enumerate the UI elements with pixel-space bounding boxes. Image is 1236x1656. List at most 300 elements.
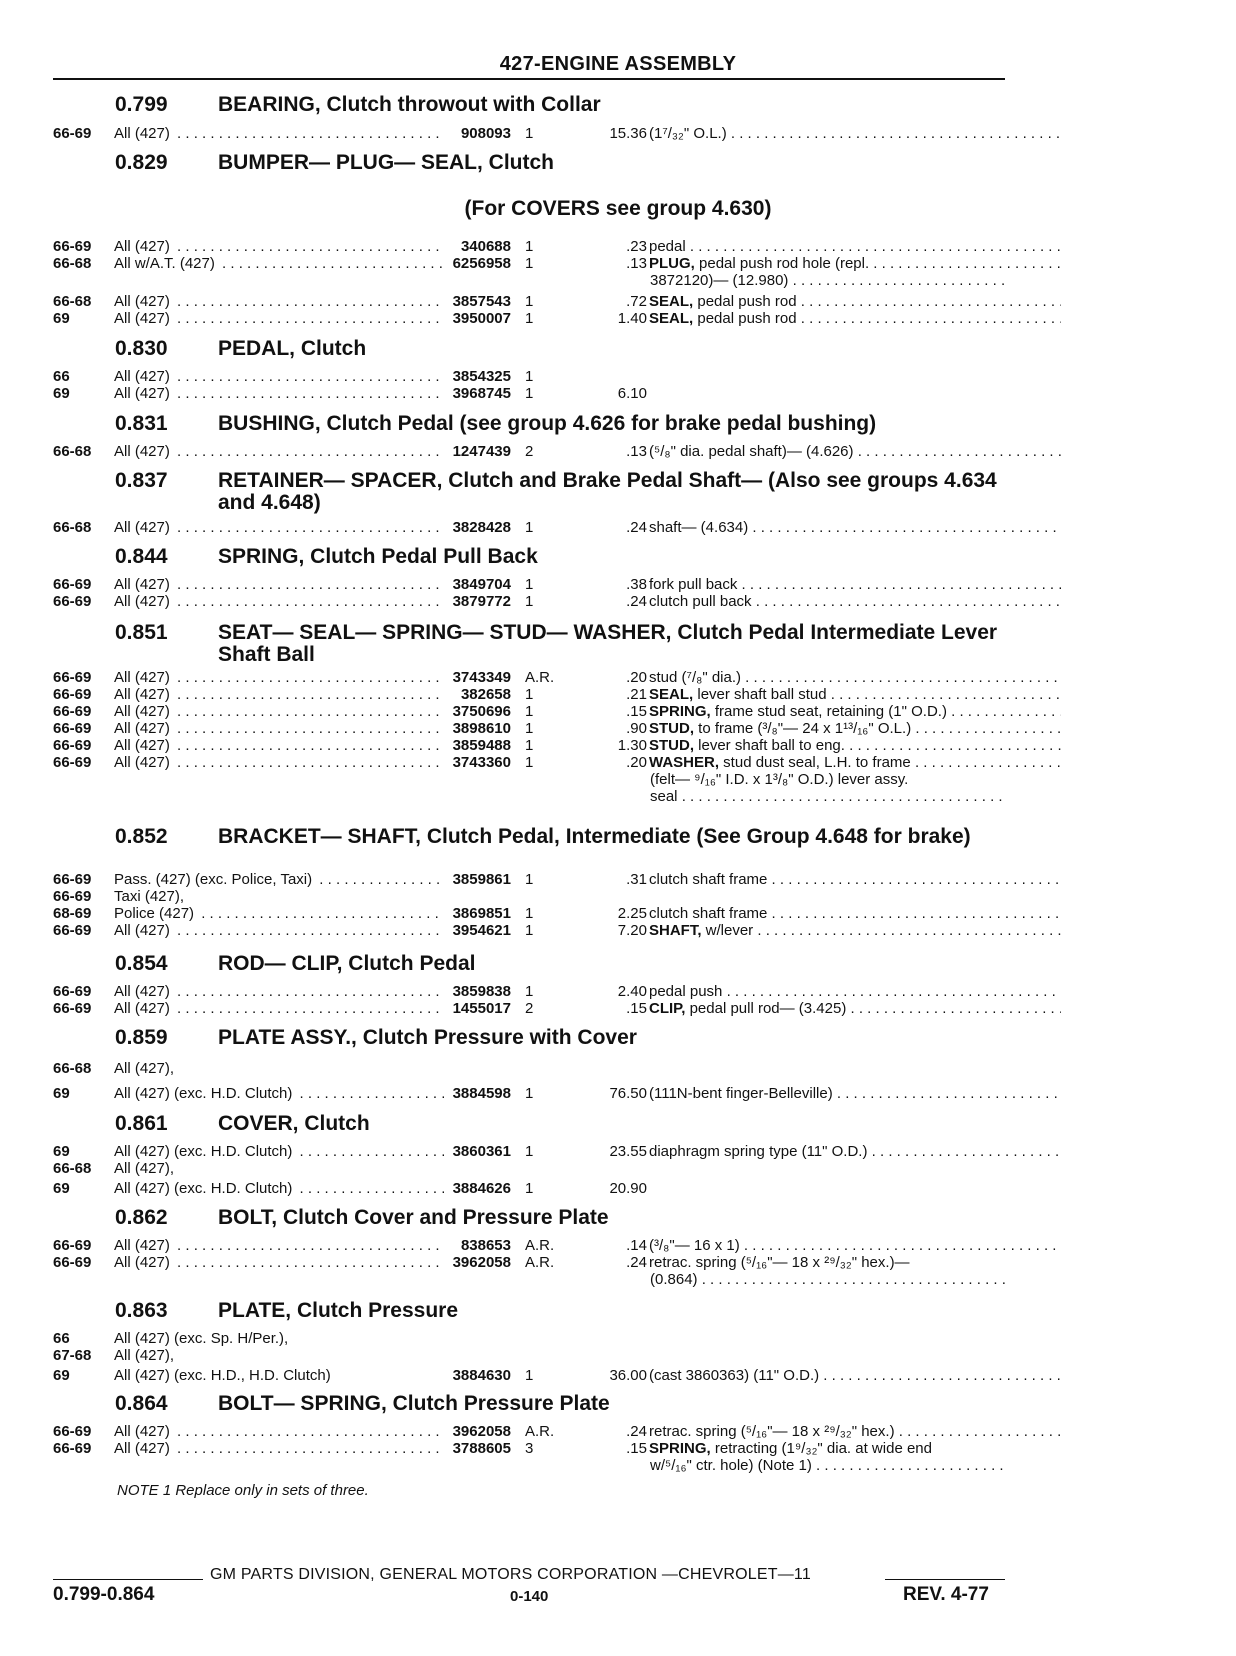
remarks: [649, 686, 1061, 703]
application-text: All (427): [114, 686, 173, 703]
section-number: 0.829: [115, 151, 168, 174]
remarks: [649, 125, 1061, 142]
footer-range: 0.799-0.864: [53, 1584, 155, 1605]
section-number: 0.831: [115, 412, 168, 435]
application: [114, 1367, 444, 1384]
remarks: [649, 519, 1061, 536]
model-years: 66-69: [53, 1000, 92, 1017]
application: [114, 703, 444, 720]
parts-row: [53, 1423, 1008, 1440]
application: [114, 1085, 444, 1102]
model-years: 66-69: [53, 576, 92, 593]
application: [114, 443, 444, 460]
model-years: 66: [53, 368, 70, 385]
application-text: All (427): [114, 703, 173, 720]
application: [114, 1237, 444, 1254]
part-number: 3859488: [452, 737, 511, 754]
remark-keyword: PLUG,: [649, 255, 695, 272]
application-text: Pass. (427) (exc. Police, Taxi): [114, 871, 315, 888]
quantity: 1: [525, 576, 534, 593]
application: [114, 983, 444, 1000]
remark-keyword: SPRING,: [649, 1440, 711, 1457]
application-text: All (427) (exc. H.D. Clutch): [114, 1143, 295, 1160]
application-text: All (427): [114, 754, 173, 771]
section-number: 0.854: [115, 952, 168, 975]
part-number: 3743360: [452, 754, 511, 771]
parts-row: [53, 871, 1008, 888]
remarks: [649, 669, 1061, 686]
application: [114, 125, 444, 142]
quantity: 1: [525, 125, 534, 142]
price: 2.25: [617, 905, 647, 922]
application: [114, 1423, 444, 1440]
footer-rule-left: [53, 1579, 203, 1580]
price: .13: [626, 443, 647, 460]
application: [114, 1330, 444, 1347]
part-number: 3884626: [452, 1180, 511, 1197]
remark-text: retracting (1⁹/₃₂" dia. at wide end: [710, 1440, 932, 1457]
remark-text: stud dust seal, L.H. to frame: [719, 754, 911, 771]
price: 1.30: [617, 737, 647, 754]
remarks: [649, 593, 1061, 610]
model-years: 66-68: [53, 1060, 92, 1077]
remark-text: lever shaft ball stud: [693, 686, 827, 703]
remarks: [649, 1423, 1061, 1440]
remarks: [649, 310, 1061, 327]
quantity: 1: [525, 737, 534, 754]
parts-row: [53, 1440, 1008, 1457]
parts-row: [53, 754, 1008, 771]
quantity: 2: [525, 1000, 534, 1017]
part-number: 3857543: [452, 293, 511, 310]
part-number: 838653: [460, 1237, 511, 1254]
quantity: 1: [525, 983, 534, 1000]
quantity: 1: [525, 754, 534, 771]
application-text: All (427): [114, 293, 173, 310]
price: .24: [626, 519, 647, 536]
model-years: 68-69: [53, 905, 92, 922]
quantity: 1: [525, 1085, 534, 1102]
parts-row: [53, 669, 1008, 686]
remark-text: pedal push: [649, 983, 723, 1000]
section-description: RETAINER— SPACER, Clutch and Brake Pedal Shaft— (Also see groups 4.634 and 4.648): [218, 469, 997, 514]
section-number: 0.863: [115, 1299, 168, 1322]
quantity: 1: [525, 871, 534, 888]
section-number: 0.859: [115, 1026, 168, 1049]
application: [114, 1160, 444, 1177]
model-years: 66-68: [53, 443, 92, 460]
application-text: All (427): [114, 310, 173, 327]
application-text: All (427): [114, 1423, 173, 1440]
parts-row: [53, 293, 1008, 310]
model-years: 66-69: [53, 1440, 92, 1457]
section-description: BRACKET— SHAFT, Clutch Pedal, Intermediate (See Group 4.648 for brake): [218, 825, 971, 848]
application-text: All (427): [114, 1000, 173, 1017]
application-text: All (427): [114, 593, 173, 610]
parts-row: [53, 385, 1008, 402]
price: .38: [626, 576, 647, 593]
part-number: 340688: [460, 238, 511, 255]
application-text: All w/A.T. (427): [114, 255, 218, 272]
section-description: BUSHING, Clutch Pedal (see group 4.626 for brake pedal bushing): [218, 412, 877, 435]
parts-row: [53, 720, 1008, 737]
part-number: 1455017: [452, 1000, 511, 1017]
application: [114, 293, 444, 310]
price: .90: [626, 720, 647, 737]
model-years: 69: [53, 310, 70, 327]
remark-text: stud (⁷/₈" dia.): [649, 669, 741, 686]
quantity: 1: [525, 686, 534, 703]
remark-text: pedal pull rod— (3.425): [685, 1000, 847, 1017]
price: .15: [626, 703, 647, 720]
price: 2.40: [617, 983, 647, 1000]
remark-text: to frame (³/₈"— 24 x 1¹³/₁₆" O.L.): [694, 720, 912, 737]
application-text: All (427): [114, 669, 173, 686]
remarks: [649, 1367, 1061, 1384]
application: [114, 1440, 444, 1457]
remark-text: clutch shaft frame: [649, 871, 768, 888]
model-years: 66-69: [53, 703, 92, 720]
application-text: All (427),: [114, 1160, 177, 1177]
application: [114, 871, 444, 888]
part-number: 3849704: [452, 576, 511, 593]
parts-row: [53, 519, 1008, 536]
parts-row: [53, 443, 1008, 460]
parts-row: [53, 1160, 1008, 1177]
part-number: 3828428: [452, 519, 511, 536]
part-number: 3869851: [452, 905, 511, 922]
application-text: All (427): [114, 125, 173, 142]
price: .20: [626, 754, 647, 771]
section-number: 0.837: [115, 469, 168, 492]
quantity: 1: [525, 310, 534, 327]
footer-company: GM PARTS DIVISION, GENERAL MOTORS CORPORATION —CHEVROLET—11: [210, 1566, 811, 1583]
model-years: 66-69: [53, 686, 92, 703]
quantity: A.R.: [525, 669, 555, 686]
remarks: [649, 443, 1061, 460]
remark-text: lever shaft ball to eng.: [694, 737, 845, 754]
parts-row: [53, 922, 1008, 939]
application-text: All (427): [114, 519, 173, 536]
parts-row: [53, 238, 1008, 255]
section-description: PLATE ASSY., Clutch Pressure with Cover: [218, 1026, 637, 1049]
quantity: 1: [525, 519, 534, 536]
section-description: BOLT, Clutch Cover and Pressure Plate: [218, 1206, 609, 1229]
quantity: 1: [525, 1180, 534, 1197]
model-years: 66-69: [53, 125, 92, 142]
remark-keyword: SEAL,: [649, 686, 694, 703]
section-number: 0.844: [115, 545, 168, 568]
parts-row: [53, 737, 1008, 754]
remarks: [649, 1143, 1061, 1160]
remark-text: (1⁷/₃₂" O.L.): [649, 125, 727, 142]
application-text: All (427) (exc. H.D., H.D. Clutch): [114, 1367, 334, 1384]
price: 76.50: [609, 1085, 647, 1102]
section-number: 0.799: [115, 93, 168, 116]
section-description: ROD— CLIP, Clutch Pedal: [218, 952, 476, 975]
parts-row: [53, 1085, 1008, 1102]
part-number: 3879772: [452, 593, 511, 610]
application: [114, 720, 444, 737]
footer-page-number: 0-140: [510, 1588, 549, 1605]
section-description: SPRING, Clutch Pedal Pull Back: [218, 545, 538, 568]
remark-keyword: STUD,: [649, 737, 694, 754]
remark-text: w/lever: [701, 922, 754, 939]
section-subheading: (For COVERS see group 4.630): [464, 197, 772, 220]
price: .31: [626, 871, 647, 888]
application: [114, 1000, 444, 1017]
price: 6.10: [617, 385, 647, 402]
application-text: All (427): [114, 922, 173, 939]
quantity: 2: [525, 443, 534, 460]
application: [114, 519, 444, 536]
section-description: BOLT— SPRING, Clutch Pressure Plate: [218, 1392, 610, 1415]
model-years: 66-69: [53, 754, 92, 771]
parts-row: [53, 1330, 1008, 1347]
price: .15: [626, 1000, 647, 1017]
remarks: [649, 703, 1061, 720]
application: [114, 1254, 444, 1271]
remarks: [649, 922, 1061, 939]
model-years: 66-69: [53, 1237, 92, 1254]
application: [114, 1180, 444, 1197]
application: [114, 888, 444, 905]
model-years: 66-68: [53, 519, 92, 536]
price: 36.00: [609, 1367, 647, 1384]
quantity: 1: [525, 255, 534, 272]
remark-text: diaphragm spring type (11" O.D.): [649, 1143, 868, 1160]
application: [114, 754, 444, 771]
remark-text: (111N-bent finger-Belleville): [649, 1085, 833, 1102]
part-number: 908093: [460, 125, 511, 142]
parts-row: [53, 1060, 1008, 1077]
price: 20.90: [609, 1180, 647, 1197]
model-years: 66-69: [53, 669, 92, 686]
remarks: [649, 1000, 1061, 1017]
section-description: BEARING, Clutch throwout with Collar: [218, 93, 601, 116]
application-text: All (427) (exc. Sp. H/Per.),: [114, 1330, 291, 1347]
section-number: 0.862: [115, 1206, 168, 1229]
model-years: 66-69: [53, 888, 92, 905]
parts-row: [53, 1180, 1008, 1197]
part-number: 3954621: [452, 922, 511, 939]
parts-row: [53, 1347, 1008, 1364]
parts-row: [53, 1000, 1008, 1017]
part-number: 3884630: [452, 1367, 511, 1384]
application: [114, 737, 444, 754]
price: .14: [626, 1237, 647, 1254]
price: .23: [626, 238, 647, 255]
quantity: A.R.: [525, 1254, 555, 1271]
remark-keyword: SPRING,: [649, 703, 711, 720]
section-description: PLATE, Clutch Pressure: [218, 1299, 459, 1322]
remark-keyword: STUD,: [649, 720, 694, 737]
parts-row: [53, 576, 1008, 593]
parts-row: [53, 368, 1008, 385]
remark-keyword: WASHER,: [649, 754, 720, 771]
remark-text: (cast 3860363) (11" O.D.): [649, 1367, 820, 1384]
model-years: 66-69: [53, 983, 92, 1000]
quantity: 1: [525, 905, 534, 922]
application: [114, 368, 444, 385]
part-number: 3962058: [452, 1254, 511, 1271]
model-years: 66-69: [53, 737, 92, 754]
part-number: 382658: [460, 686, 511, 703]
quantity: 1: [525, 385, 534, 402]
application-text: All (427),: [114, 1347, 177, 1364]
quantity: 3: [525, 1440, 534, 1457]
remark-text: pedal push rod: [693, 293, 797, 310]
part-number: 3884598: [452, 1085, 511, 1102]
application: [114, 686, 444, 703]
application-text: All (427): [114, 1440, 173, 1457]
application: [114, 905, 444, 922]
parts-row: [53, 1143, 1008, 1160]
parts-row: [53, 1237, 1008, 1254]
part-number: 6256958: [452, 255, 511, 272]
section-description: COVER, Clutch: [218, 1112, 370, 1135]
parts-row: [53, 125, 1008, 142]
application: [114, 310, 444, 327]
application: [114, 576, 444, 593]
section-number: 0.830: [115, 337, 168, 360]
remarks: [649, 1085, 1061, 1102]
footer-revision: REV. 4-77: [903, 1584, 989, 1605]
part-number: 3743349: [452, 669, 511, 686]
remark-continuation: 3872120)— (12.980) . . .: [650, 272, 1006, 289]
page-title: 427-ENGINE ASSEMBLY: [499, 53, 737, 75]
remark-continuation: seal . . .: [650, 788, 1006, 805]
model-years: 66-69: [53, 720, 92, 737]
remark-text: fork pull back: [649, 576, 738, 593]
remark-text: (⁵/₈" dia. pedal shaft)— (4.626): [649, 443, 854, 460]
remark-continuation: w/⁵/₁₆" ctr. hole) (Note 1) . . .: [650, 1457, 1006, 1474]
application: [114, 238, 444, 255]
remarks: [649, 871, 1061, 888]
application: [114, 1060, 444, 1077]
quantity: 1: [525, 238, 534, 255]
remark-keyword: SEAL,: [649, 293, 694, 310]
parts-row: [53, 255, 1008, 272]
remark-keyword: SEAL,: [649, 310, 694, 327]
part-number: 1247439: [452, 443, 511, 460]
application-text: All (427): [114, 720, 173, 737]
model-years: 69: [53, 1367, 70, 1384]
application-text: All (427): [114, 983, 173, 1000]
section-description: SEAT— SEAL— SPRING— STUD— WASHER, Clutch Pedal Intermediate Lever Shaft Ball: [218, 621, 998, 666]
application-text: All (427): [114, 737, 173, 754]
remark-continuation: (felt— ⁹/₁₆" I.D. x 1³/₈" O.D.) lever assy.: [650, 771, 909, 788]
application: [114, 593, 444, 610]
application-text: All (427): [114, 1237, 173, 1254]
price: .15: [626, 1440, 647, 1457]
quantity: 1: [525, 720, 534, 737]
quantity: A.R.: [525, 1423, 555, 1440]
model-years: 66: [53, 1330, 70, 1347]
part-number: 3950007: [452, 310, 511, 327]
model-years: 66-69: [53, 922, 92, 939]
quantity: 1: [525, 293, 534, 310]
quantity: 1: [525, 593, 534, 610]
remarks: [649, 576, 1061, 593]
model-years: 67-68: [53, 1347, 92, 1364]
parts-row: [53, 593, 1008, 610]
remarks: [649, 983, 1061, 1000]
remark-keyword: CLIP,: [649, 1000, 686, 1017]
remark-text: clutch shaft frame: [649, 905, 768, 922]
remarks: [649, 754, 1061, 771]
footnote: NOTE 1 Replace only in sets of three.: [117, 1482, 369, 1499]
application-text: All (427): [114, 576, 173, 593]
parts-row: [53, 686, 1008, 703]
quantity: 1: [525, 1143, 534, 1160]
quantity: 1: [525, 703, 534, 720]
part-number: 3860361: [452, 1143, 511, 1160]
application: [114, 922, 444, 939]
remark-text: shaft— (4.634): [649, 519, 749, 536]
parts-row: [53, 1367, 1008, 1384]
remark-continuation: (0.864) . . .: [650, 1271, 1006, 1288]
parts-row: [53, 310, 1008, 327]
price: 7.20: [617, 922, 647, 939]
remarks: [649, 737, 1061, 754]
footer-rule-right: [885, 1579, 1005, 1580]
parts-row: [53, 983, 1008, 1000]
part-number: 3788605: [452, 1440, 511, 1457]
section-number: 0.861: [115, 1112, 168, 1135]
application-text: All (427),: [114, 1060, 177, 1077]
model-years: 66-68: [53, 1160, 92, 1177]
application-text: Police (427): [114, 905, 197, 922]
section-description: PEDAL, Clutch: [218, 337, 367, 360]
model-years: 66-69: [53, 1423, 92, 1440]
model-years: 69: [53, 1143, 70, 1160]
remarks: [649, 1237, 1061, 1254]
application-text: All (427): [114, 368, 173, 385]
remark-text: pedal push rod hole (repl.: [694, 255, 870, 272]
model-years: 69: [53, 385, 70, 402]
remarks: [649, 1254, 1061, 1271]
part-number: 3854325: [452, 368, 511, 385]
model-years: 66-68: [53, 293, 92, 310]
part-number: 3968745: [452, 385, 511, 402]
application: [114, 1143, 444, 1160]
header-rule: [53, 78, 1005, 80]
application-text: All (427): [114, 443, 173, 460]
application-text: Taxi (427),: [114, 888, 187, 905]
section-number: 0.851: [115, 621, 168, 644]
part-number: 3859861: [452, 871, 511, 888]
quantity: A.R.: [525, 1237, 555, 1254]
remarks: [649, 238, 1061, 255]
remarks: [649, 293, 1061, 310]
model-years: 66-69: [53, 238, 92, 255]
part-number: 3750696: [452, 703, 511, 720]
remark-keyword: SHAFT,: [649, 922, 702, 939]
parts-row: [53, 703, 1008, 720]
remark-text: retrac. spring (⁵/₁₆"— 18 x ²⁹/₃₂" hex.): [649, 1423, 895, 1440]
application: [114, 1347, 444, 1364]
application-text: All (427): [114, 385, 173, 402]
model-years: 69: [53, 1085, 70, 1102]
section-number: 0.852: [115, 825, 168, 848]
remark-text: (³/₈"— 16 x 1): [649, 1237, 740, 1254]
application: [114, 385, 444, 402]
price: .24: [626, 1423, 647, 1440]
application-text: All (427): [114, 1254, 173, 1271]
price: .20: [626, 669, 647, 686]
remarks: [649, 255, 1061, 272]
